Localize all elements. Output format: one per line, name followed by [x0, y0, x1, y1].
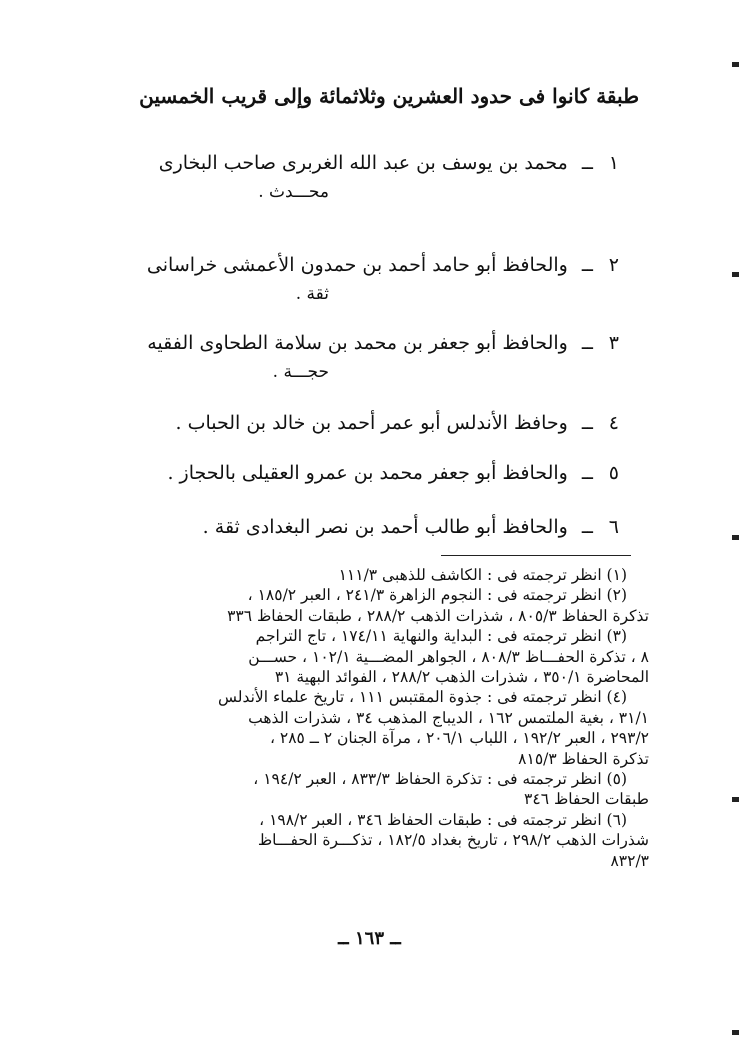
- footnote-line: ٨ ، تذكرة الحفـــاظ ٨٠٨/٣ ، الجواهر المضـــية ١٠٢/١ ، حســـن: [248, 647, 649, 666]
- footnote-3: [89, 626, 649, 687]
- entry-number: ١: [608, 152, 619, 174]
- entry-text: والحافظ أبو طالب أحمد بن نصر البغدادى ثقة .: [202, 516, 568, 538]
- footnotes: [89, 565, 649, 871]
- entry-number: ٦: [608, 516, 619, 538]
- footnote-5: [89, 769, 649, 810]
- entry-text: والحافظ أبو جعفر بن محمد بن سلامة الطحاوى الفقيه: [147, 332, 568, 354]
- footnote-line: (١) انظر ترجمته فى : الكاشف للذهبى ١١١/٣: [338, 566, 627, 584]
- footnote-separator: [441, 555, 631, 556]
- entry-dash: ــ: [581, 332, 593, 354]
- entry-text: محمد بن يوسف بن عبد الله الغربرى صاحب البخارى: [158, 152, 568, 174]
- entry-number: ٤: [608, 412, 619, 434]
- footnote-line: تذكرة الحفاظ ٨١٥/٣: [518, 749, 649, 768]
- footnote-line: شذرات الذهب ٢٩٨/٢ ، تاريخ بغداد ١٨٢/٥ ، تذكـــرة الحفـــاظ: [257, 831, 649, 850]
- entry-6: [99, 512, 619, 542]
- section-heading: طبقة كانوا فى حدود العشرين وثلاثمائة وإلى قريب الخمسين: [139, 84, 639, 108]
- footnote-line: طبقات الحفاظ ٣٤٦: [524, 790, 649, 809]
- entry-5: [99, 458, 619, 488]
- entry-verdict: ثقة .: [295, 284, 329, 304]
- footnote-line: ٨٣٢/٣: [610, 851, 649, 870]
- footnote-1: [89, 565, 649, 585]
- entry-number: ٣: [608, 332, 619, 354]
- footnote-2: [89, 585, 649, 626]
- footnote-6: [89, 810, 649, 871]
- scan-edge-mark: [732, 797, 739, 802]
- entry-3: [99, 328, 619, 386]
- entry-text: والحافظ أبو حامد أحمد بن حمدون الأعمشى خراسانى: [146, 254, 568, 276]
- footnote-line: المحاضرة ٣٥٠/١ ، شذرات الذهب ٢٨٨/٢ ، الفوائد البهية ٣١: [274, 668, 649, 687]
- entry-text: والحافظ أبو جعفر محمد بن عمرو العقيلى بالحجاز .: [167, 462, 568, 484]
- entry-dash: ــ: [581, 412, 593, 434]
- entry-dash: ــ: [581, 152, 593, 174]
- footnote-line: ٣١/١ ، بغية الملتمس ١٦٢ ، الديباج المذهب ٣٤ ، شذرات الذهب: [248, 708, 649, 727]
- entry-1: [99, 148, 619, 206]
- entry-verdict: محـــدث .: [258, 182, 329, 202]
- entry-dash: ــ: [581, 462, 593, 484]
- footnote-4: [89, 687, 649, 769]
- footnote-line: (٥) انظر ترجمته فى : تذكرة الحفاظ ٨٣٣/٣ ، العبر ١٩٤/٢ ،: [253, 770, 627, 789]
- footnote-line: ٢٩٣/٢ ، العبر ١٩٢/٢ ، اللباب ٢٠٦/١ ، مرآة الجنان ٢ ــ ٢٨٥ ،: [269, 729, 649, 748]
- scan-edge-mark: [732, 272, 739, 277]
- scan-edge-mark: [732, 62, 739, 67]
- entry-number: ٢: [608, 254, 619, 276]
- footnote-line: (٦) انظر ترجمته فى : طبقات الحفاظ ٣٤٦ ، العبر ١٩٨/٢ ،: [259, 810, 627, 829]
- entry-number: ٥: [608, 462, 619, 484]
- footnote-line: (٢) انظر ترجمته فى : النجوم الزاهرة ٢٤١/٣ ، العبر ١٨٥/٢ ،: [247, 586, 627, 605]
- entry-2: [99, 250, 619, 308]
- entry-verdict: حجـــة .: [272, 362, 329, 382]
- entry-text: وحافظ الأندلس أبو عمر أحمد بن خالد بن الحباب .: [175, 412, 568, 434]
- footnote-line: (٣) انظر ترجمته فى : البداية والنهاية ١٧٤/١١ ، تاج التراجم: [255, 627, 627, 646]
- entry-dash: ــ: [581, 254, 593, 276]
- entry-dash: ــ: [581, 516, 593, 538]
- footnote-line: (٤) انظر ترجمته فى : جذوة المقتبس ١١١ ، تاريخ علماء الأندلس: [218, 688, 627, 707]
- page-number: ــ ١٦٣ ــ: [338, 928, 401, 949]
- scan-edge-mark: [732, 535, 739, 540]
- footnote-line: تذكرة الحفاظ ٨٠٥/٣ ، شذرات الذهب ٢٨٨/٢ ، طبقات الحفاظ ٣٣٦: [227, 606, 649, 625]
- entry-4: [99, 408, 619, 438]
- scan-edge-mark: [732, 1030, 739, 1035]
